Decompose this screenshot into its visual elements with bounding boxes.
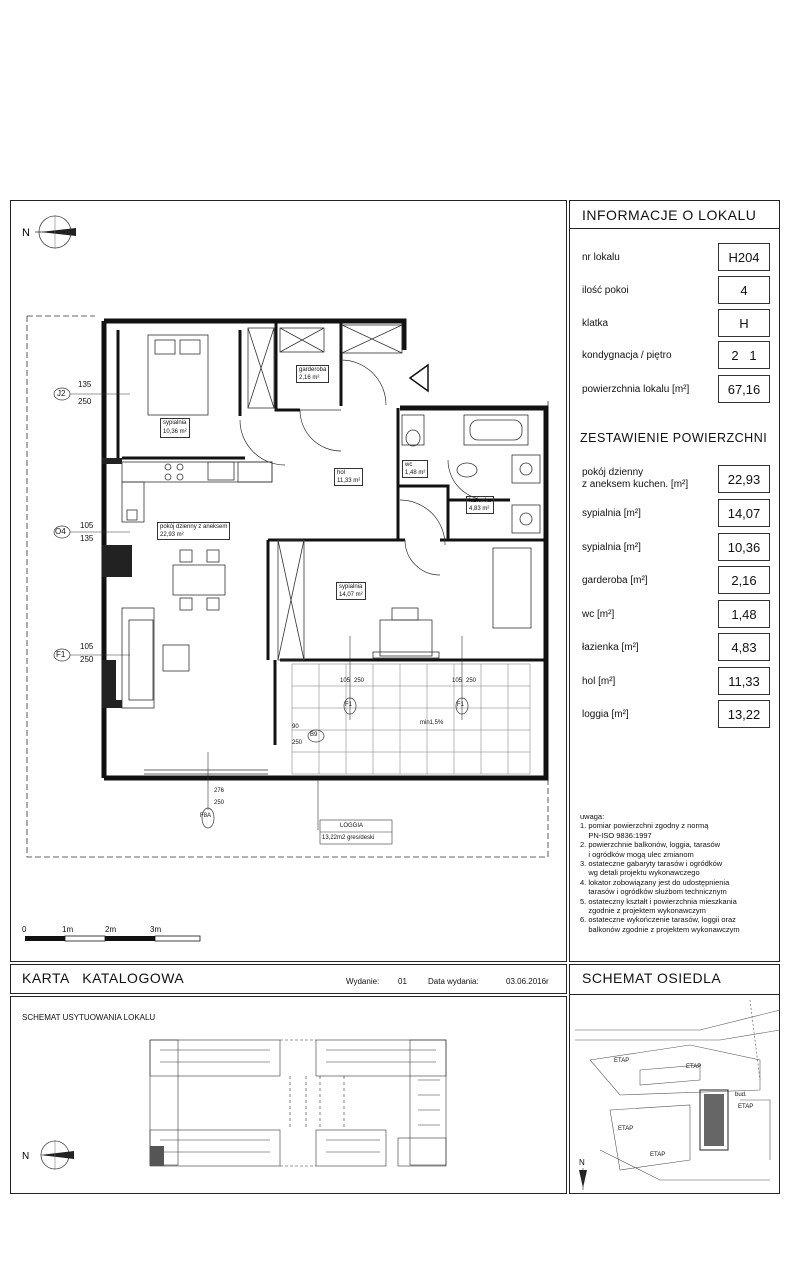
area-value-loggia: 13,22: [718, 700, 770, 728]
scale-label: 3m: [150, 925, 162, 934]
date-label: Data wydania:: [428, 977, 479, 986]
area-value-wc: 1,48: [718, 600, 770, 628]
area-label-bathroom: łazienka [m²]: [582, 642, 639, 653]
estate-label: bud.: [735, 1092, 747, 1098]
area-value-living: 22,93: [718, 465, 770, 493]
info-divider: [569, 228, 780, 229]
window-dim: 105: [80, 642, 94, 651]
site-usage-map: [10, 996, 567, 1194]
window-dim: 90: [292, 724, 299, 730]
window-dim: 250: [354, 678, 365, 684]
note-line: tarasów i ogródków służbom technicznym: [580, 887, 727, 897]
info-label-floor: kondygnacja / piętro: [582, 350, 672, 361]
estate-title: SCHEMAT OSIEDLA: [582, 970, 722, 986]
note-line: i ogródków mogą ulec zmianom: [580, 849, 694, 859]
window-dim: 105: [340, 678, 351, 684]
info-label-rooms: ilość pokoi: [582, 285, 629, 296]
room-label-bathroom: łazienka 4,83 m²: [466, 496, 494, 514]
info-value-floor: 2 1: [718, 341, 770, 369]
note-line: PN-ISO 9836:1997: [580, 830, 652, 840]
estate-map: [569, 996, 780, 1194]
loggia-tiles: [292, 664, 530, 774]
window-code: J2: [57, 389, 66, 398]
edition-label: Wydanie:: [346, 977, 380, 986]
note-line: 6. ostateczne wykończenie tarasów, loggii oraz: [580, 915, 736, 925]
floor-plan: [10, 200, 567, 962]
loggia-area: 13,22m2 gres/deski: [322, 835, 375, 841]
room-label-living: pokój dzienny z aneksem 22,93 m²: [157, 522, 230, 540]
window-code: O4: [55, 527, 66, 536]
edition-value: 01: [398, 977, 407, 986]
window-dim: 250: [214, 800, 225, 806]
room-label-bedroom-large: sypialnia 14,07 m²: [336, 582, 366, 600]
card-title: KARTA KATALOGOWA: [22, 970, 185, 986]
area-label-bedroom2: sypialnia [m²]: [582, 542, 641, 553]
area-label-living: pokój dzienny z aneksem kuchen. [m²]: [582, 467, 689, 490]
loggia-title: LOGGIA: [340, 823, 364, 829]
window-dim: 250: [78, 397, 92, 406]
areas-title: ZESTAWIENIE POWIERZCHNI: [580, 431, 768, 445]
window-dim: 135: [78, 380, 92, 389]
window-code: F1: [345, 702, 353, 708]
room-label-wc: wc 1,48 m²: [402, 460, 428, 478]
area-value-hall: 11,33: [718, 667, 770, 695]
usage-title: SCHEMAT USYTUOWANIA LOKALU: [22, 1013, 156, 1022]
area-value-bathroom: 4,83: [718, 633, 770, 661]
window-dim: 250: [80, 655, 94, 664]
area-label-hall: hol [m²]: [582, 676, 616, 687]
entrance-icon: [410, 365, 428, 391]
notes-heading: uwaga:: [580, 812, 605, 821]
area-value-bedroom1: 14,07: [718, 499, 770, 527]
scale-label: 1m: [62, 925, 74, 934]
area-label-bedroom1: sypialnia [m²]: [582, 508, 641, 519]
area-value-wardrobe: 2,16: [718, 566, 770, 594]
north-arrow-icon: [40, 1140, 74, 1170]
north-label: N: [22, 227, 30, 239]
estate-label: ETAP: [650, 1152, 666, 1158]
date-value: 03.06.2016r: [506, 977, 549, 986]
note-line: 4. lokator zobowiązany jest do udostępnienia: [580, 877, 730, 887]
north-arrow-icon: [579, 1168, 587, 1190]
room-label-hall: hol 11,33 m²: [334, 468, 363, 486]
info-label-area: powierzchnia lokalu [m²]: [582, 384, 690, 395]
area-label-loggia: loggia [m²]: [582, 709, 629, 720]
slope-label: min1,5%: [420, 720, 444, 726]
window-dim: 105: [452, 678, 463, 684]
window-dim: 105: [80, 521, 94, 530]
north-label: N: [579, 1158, 585, 1167]
note-line: wg detali projektu wykonawczego: [580, 868, 700, 878]
note-line: zgodnie z projektem wykonawczym: [580, 906, 706, 916]
window-dim: 276: [214, 788, 225, 794]
estate-label: ETAP: [738, 1104, 754, 1110]
estate-label: ETAP: [614, 1058, 630, 1064]
window-dim: 135: [80, 534, 94, 543]
window-code: F1: [56, 650, 66, 659]
info-label-nr: nr lokalu: [582, 252, 620, 263]
north-label: N: [22, 1151, 30, 1162]
area-label-wardrobe: garderoba [m²]: [582, 575, 648, 586]
north-arrow-icon: [35, 215, 76, 249]
window-code: B9: [310, 732, 318, 738]
scale-label: 2m: [105, 925, 117, 934]
scale-label: 0: [22, 925, 27, 934]
note-line: 3. ostateczne gabaryty tarasów i ogródków: [580, 859, 723, 869]
info-value-nr: H204: [718, 243, 770, 271]
window-dim: 250: [292, 740, 303, 746]
note-line: 1. pomiar powierzchni zgodny z normą: [580, 821, 709, 831]
info-value-area: 67,16: [718, 375, 770, 403]
notes: [580, 812, 780, 934]
area-value-bedroom2: 10,36: [718, 533, 770, 561]
note-line: 5. ostateczny kształt i powierzchnia mieszkania: [580, 896, 737, 906]
window-code: F1: [457, 702, 465, 708]
note-line: balkonów zgodnie z projektem wykonawczym: [580, 924, 740, 934]
room-label-bedroom-small: sypialnia 10,36 m²: [160, 418, 190, 438]
info-label-staircase: klatka: [582, 318, 609, 329]
estate-label: ETAP: [618, 1126, 634, 1132]
area-label-wc: wc [m²]: [582, 609, 615, 620]
unit-location-marker: [150, 1146, 164, 1166]
room-label-wardrobe: garderoba 2,16 m²: [296, 365, 329, 383]
info-value-staircase: H: [718, 309, 770, 337]
estate-label: ETAP: [686, 1064, 702, 1070]
scale-bar: [25, 936, 200, 941]
info-title: INFORMACJE O LOKALU: [582, 207, 757, 223]
window-dim: 250: [466, 678, 477, 684]
note-line: 2. powierzchnie balkonów, loggia, tarasów: [580, 840, 721, 850]
info-value-rooms: 4: [718, 276, 770, 304]
window-code: F8A: [200, 813, 212, 819]
